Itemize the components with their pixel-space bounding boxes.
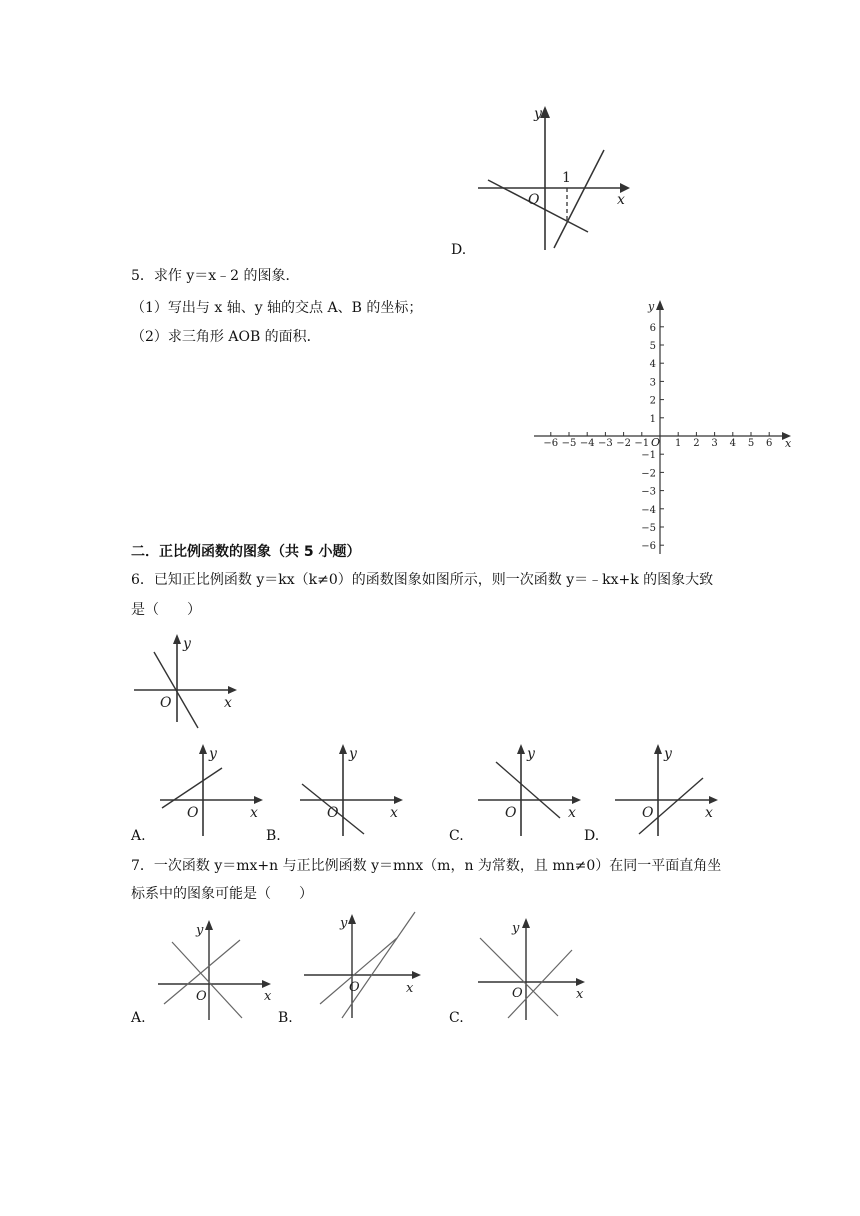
x-tick-label: −2: [616, 438, 631, 449]
x-label: x: [390, 805, 398, 821]
prev-option-d-graph: [470, 100, 640, 255]
grid-origin: O: [651, 436, 661, 449]
y-label: y: [527, 746, 535, 762]
line-2: [172, 942, 242, 1018]
origin-label: O: [187, 805, 199, 821]
y-tick-label: 2: [649, 395, 656, 407]
prev-option-d-label: D.: [451, 242, 467, 258]
x-tick-label: −3: [598, 438, 613, 449]
x-arrow: [576, 978, 585, 986]
x-arrow: [262, 980, 271, 988]
option-line: [162, 768, 222, 808]
q7-option-a-graph: [156, 918, 281, 1028]
x-label: x: [224, 695, 232, 711]
y-arrow: [339, 744, 347, 754]
x-label: x: [705, 805, 713, 821]
origin-label: O: [512, 986, 523, 1001]
y-label: y: [340, 916, 348, 931]
y-tick-label: −6: [641, 541, 656, 553]
x-tick-label: 5: [747, 438, 755, 449]
y-tick-label: −2: [641, 468, 656, 480]
y-label: y: [183, 636, 191, 652]
x-label: x: [617, 192, 625, 208]
y-tick-label: 4: [649, 359, 656, 371]
grid-y-arrow: [656, 300, 664, 310]
q7-line1: 7．一次函数 y＝mx+n 与正比例函数 y＝mnx（m，n 为常数，且 mn≠0）在同一平面直角坐: [131, 858, 722, 874]
q6-option-d-graph: [613, 742, 725, 840]
y-tick-label: 1: [649, 413, 656, 425]
y-label: y: [349, 746, 357, 762]
q6-given-graph: [130, 630, 245, 730]
q6-line1: 6．已知正比例函数 y＝kx（k≠0）的函数图象如图所示，则一次函数 y＝﹣kx+k 的图象大致: [131, 572, 714, 588]
x-tick-label: 4: [729, 438, 736, 449]
y-tick-label: −5: [641, 523, 656, 534]
line-1: [342, 912, 415, 1018]
y-arrow: [517, 744, 525, 754]
y-tick-label: −3: [641, 486, 656, 498]
x-label: x: [568, 805, 576, 821]
q7-option-b-graph: [302, 910, 432, 1025]
q6-line2: 是（ ）: [131, 602, 201, 618]
origin-label: O: [160, 695, 172, 711]
q5-coordinate-grid: [530, 298, 800, 560]
q5-line3: （2）求三角形 AOB 的面积．: [131, 329, 321, 345]
origin-label: O: [196, 989, 207, 1004]
line-rising: [554, 150, 604, 248]
y-tick-label: 3: [649, 377, 656, 389]
origin-label: O: [642, 805, 654, 821]
x-tick-label: −6: [543, 438, 559, 449]
origin-label: O: [349, 980, 360, 995]
y-arrow: [199, 744, 207, 754]
x-arrow: [412, 971, 421, 979]
y-arrow: [348, 914, 356, 924]
y-arrow: [205, 920, 213, 930]
x-label: x: [264, 989, 272, 1004]
x-tick-label: −1: [634, 438, 650, 449]
y-label: y: [664, 746, 672, 762]
line-2: [508, 950, 572, 1018]
q5-line2: （1）写出与 x 轴、y 轴的交点 A、B 的坐标；: [131, 300, 423, 316]
q6-option-b[interactable]: B.: [266, 828, 281, 844]
x-arrow: [254, 796, 263, 804]
y-tick-label: −1: [641, 450, 656, 462]
x-label: x: [406, 981, 414, 996]
section2-title: 二．正比例函数的图象（共 5 小题）: [131, 544, 361, 560]
y-label: y: [196, 923, 204, 938]
x-tick-label: 1: [675, 438, 682, 449]
q7-line2: 标系中的图象可能是（ ）: [131, 886, 313, 902]
origin-label: O: [505, 805, 517, 821]
y-tick-label: 5: [649, 341, 656, 352]
q6-option-a[interactable]: A.: [131, 828, 146, 844]
y-label: y: [534, 106, 542, 122]
origin-label: O: [327, 805, 339, 821]
q6-option-c[interactable]: C.: [449, 828, 464, 844]
y-arrow: [522, 918, 530, 928]
y-tick-label: 6: [649, 322, 656, 334]
x-arrow: [228, 686, 237, 694]
x-tick-label: −5: [561, 438, 577, 449]
x-tick-label: −4: [579, 438, 595, 449]
x-arrow: [394, 796, 403, 804]
y-label: y: [209, 746, 217, 762]
q6-option-c-graph: [476, 742, 588, 840]
x-tick-label: 6: [766, 438, 773, 449]
x-label: x: [250, 805, 258, 821]
x-label: x: [576, 987, 584, 1002]
q6-option-b-graph: [298, 742, 410, 840]
x-tick-label: 2: [693, 438, 700, 449]
q7-option-a[interactable]: A.: [131, 1010, 146, 1026]
x-arrow: [709, 796, 718, 804]
origin-label: O: [528, 192, 540, 208]
x-tick-label: 3: [711, 438, 718, 449]
q5-line1: 5．求作 y＝x﹣2 的图象．: [131, 268, 300, 284]
x-arrow: [572, 796, 581, 804]
q6-option-a-graph: [158, 742, 270, 840]
grid-x-label: x: [785, 437, 792, 450]
y-arrow: [654, 744, 662, 754]
q6-option-d[interactable]: D.: [584, 828, 600, 844]
grid-y-label: y: [648, 300, 655, 313]
y-label: y: [512, 921, 520, 936]
q7-option-c[interactable]: C.: [449, 1010, 464, 1026]
y-tick-label: −4: [641, 504, 656, 516]
one-label: 1: [562, 170, 571, 186]
q7-option-b[interactable]: B.: [278, 1010, 293, 1026]
q7-option-c-graph: [476, 916, 596, 1026]
y-arrow: [173, 634, 181, 644]
